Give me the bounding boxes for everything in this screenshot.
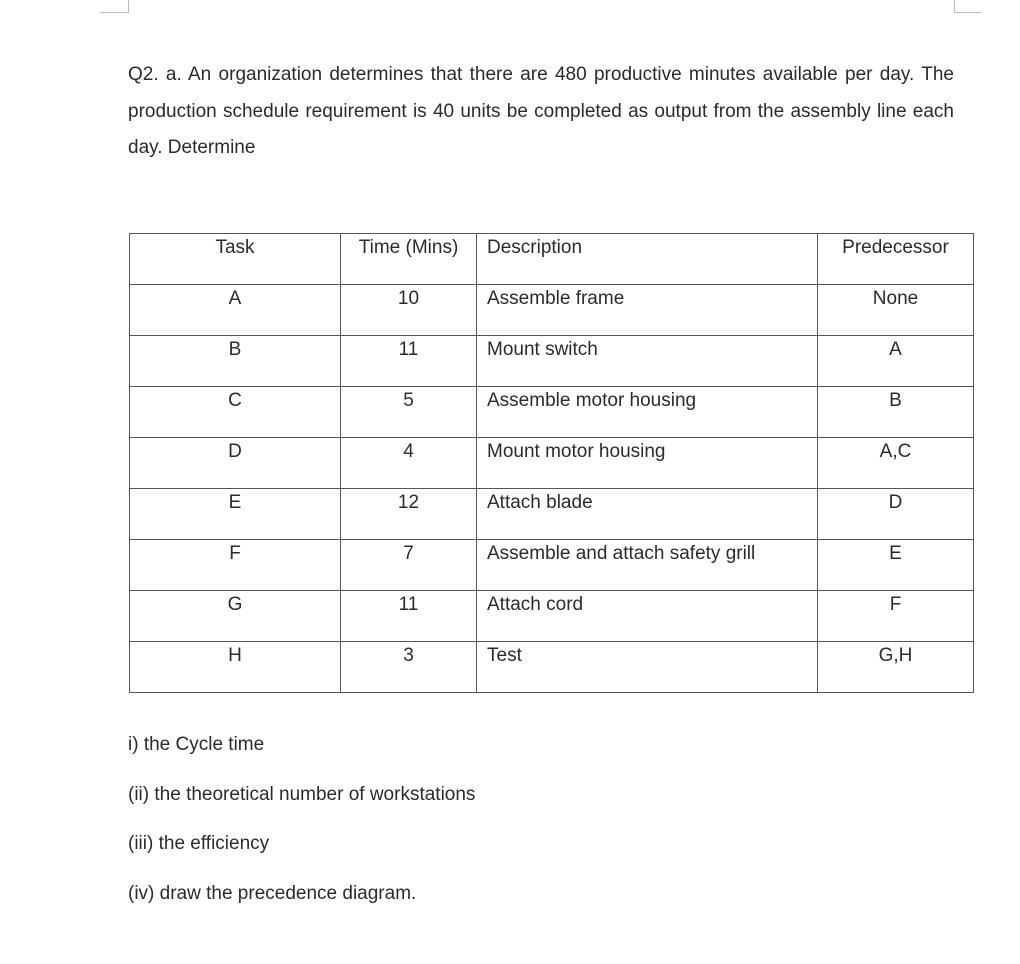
cell-time: 11 <box>341 336 477 387</box>
cell-description: Mount switch <box>477 336 818 387</box>
question-parts-list <box>128 730 475 928</box>
header-task: Task <box>130 234 341 285</box>
table-row <box>130 438 974 489</box>
cell-description: Mount motor housing <box>477 438 818 489</box>
question-part-workstations: (ii) the theoretical number of workstations <box>128 783 476 805</box>
cell-predecessor: A <box>818 336 974 387</box>
cell-task: C <box>130 387 341 438</box>
table-row <box>130 336 974 387</box>
cell-description: Attach blade <box>477 489 818 540</box>
table-row <box>130 642 974 693</box>
cell-description: Assemble frame <box>477 285 818 336</box>
cell-task: A <box>130 285 341 336</box>
page-corner-mark-right <box>954 0 981 13</box>
cell-time: 5 <box>341 387 477 438</box>
cell-description: Test <box>477 642 818 693</box>
question-text: Q2. a. An organization determines that there are 480 productive minutes available per day. The production schedule requirement is 40 units be completed as output from the assembly line each day. Determine <box>128 64 954 158</box>
table-row <box>130 387 974 438</box>
cell-task: E <box>130 489 341 540</box>
header-description: Description <box>477 234 818 285</box>
cell-task: G <box>130 591 341 642</box>
question-part-precedence-diagram: (iv) draw the precedence diagram. <box>128 882 417 904</box>
cell-predecessor: B <box>818 387 974 438</box>
cell-time: 11 <box>341 591 477 642</box>
cell-description: Assemble motor housing <box>477 387 818 438</box>
table-row <box>130 591 974 642</box>
cell-description: Attach cord <box>477 591 818 642</box>
table-header-row <box>130 234 974 285</box>
cell-task: F <box>130 540 341 591</box>
cell-predecessor: None <box>818 285 974 336</box>
cell-time: 12 <box>341 489 477 540</box>
page-corner-mark-left <box>100 0 129 13</box>
cell-time: 3 <box>341 642 477 693</box>
cell-predecessor: A,C <box>818 438 974 489</box>
question-part-efficiency: (iii) the efficiency <box>128 833 270 854</box>
header-predecessor: Predecessor <box>818 234 974 285</box>
cell-time: 4 <box>341 438 477 489</box>
table-row <box>130 285 974 336</box>
cell-task: D <box>130 438 341 489</box>
cell-time: 7 <box>341 540 477 591</box>
cell-task: H <box>130 642 341 693</box>
cell-predecessor: F <box>818 591 974 642</box>
cell-task: B <box>130 336 341 387</box>
table-row <box>130 489 974 540</box>
table-row <box>130 540 974 591</box>
header-time: Time (Mins) <box>341 234 477 285</box>
cell-predecessor: D <box>818 489 974 540</box>
cell-description: Assemble and attach safety grill <box>477 540 818 591</box>
cell-predecessor: E <box>818 540 974 591</box>
question-part-cycle-time: i) the Cycle time <box>128 734 265 755</box>
cell-predecessor: G,H <box>818 642 974 693</box>
cell-time: 10 <box>341 285 477 336</box>
task-table <box>129 233 974 693</box>
